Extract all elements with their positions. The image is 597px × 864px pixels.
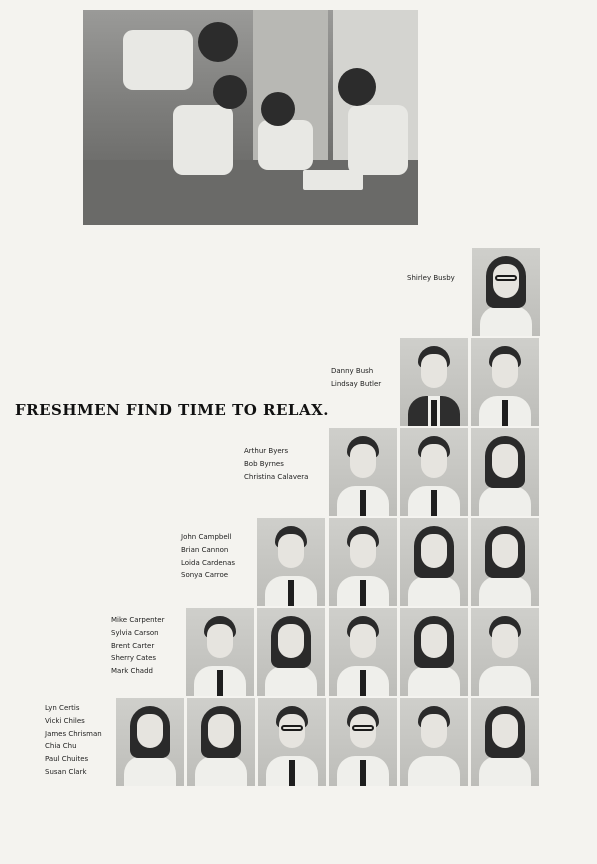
student-portrait bbox=[400, 518, 468, 606]
student-portrait bbox=[400, 608, 468, 696]
student-portrait bbox=[400, 698, 468, 786]
student-name: Lindsay Butler bbox=[331, 379, 382, 388]
student-name: Sylvia Carson bbox=[111, 628, 159, 637]
photo-head bbox=[338, 68, 376, 106]
name-list bbox=[181, 531, 235, 582]
student-name: Brent Carter bbox=[111, 641, 155, 650]
student-name: John Campbell bbox=[181, 533, 232, 541]
student-portrait bbox=[471, 698, 539, 786]
student-portrait bbox=[329, 698, 397, 786]
student-portrait bbox=[116, 698, 184, 786]
student-portrait bbox=[329, 428, 397, 516]
candid-photo bbox=[83, 10, 418, 225]
student-name: Loida Cardenas bbox=[181, 558, 236, 567]
student-name: Arthur Byers bbox=[244, 447, 289, 455]
student-portrait bbox=[400, 428, 468, 516]
student-portrait bbox=[186, 608, 254, 696]
student-name: Mike Carpenter bbox=[111, 616, 165, 624]
photo-book bbox=[303, 170, 363, 190]
photo-head bbox=[213, 75, 247, 109]
student-portrait bbox=[471, 428, 539, 516]
student-name: James Chrisman bbox=[45, 729, 102, 738]
name-list bbox=[331, 365, 381, 391]
student-name: Bob Byrnes bbox=[244, 459, 284, 468]
student-name: Vicki Chiles bbox=[45, 716, 85, 725]
student-name: Chia Chu bbox=[45, 742, 77, 751]
student-name: Susan Clark bbox=[45, 767, 87, 776]
student-portrait bbox=[258, 698, 326, 786]
photo-head bbox=[198, 22, 238, 62]
student-portrait bbox=[400, 338, 468, 426]
student-portrait bbox=[257, 608, 325, 696]
name-list bbox=[244, 445, 308, 483]
student-name: Shirley Busby bbox=[407, 274, 455, 282]
student-portrait bbox=[187, 698, 255, 786]
name-list bbox=[45, 702, 102, 779]
student-name: Mark Chadd bbox=[111, 667, 153, 676]
photo-student-seated bbox=[348, 105, 408, 175]
headline: FRESHMEN FIND TIME TO RELAX. bbox=[15, 401, 329, 419]
student-portrait bbox=[471, 608, 539, 696]
student-name: Danny Bush bbox=[331, 367, 374, 375]
student-portrait bbox=[329, 518, 397, 606]
student-name: Paul Chuites bbox=[45, 755, 89, 764]
student-portrait bbox=[329, 608, 397, 696]
student-portrait bbox=[471, 338, 539, 426]
student-portrait bbox=[472, 248, 540, 336]
student-portrait bbox=[471, 518, 539, 606]
student-name: Sonya Carroe bbox=[181, 571, 229, 580]
student-name: Sherry Cates bbox=[111, 654, 157, 663]
photo-student-standing bbox=[123, 30, 193, 90]
student-name: Lyn Certis bbox=[45, 704, 80, 712]
photo-head bbox=[261, 92, 295, 126]
student-name: Christina Calavera bbox=[244, 472, 309, 481]
student-name: Brian Cannon bbox=[181, 545, 229, 554]
name-list bbox=[111, 614, 165, 678]
name-list bbox=[407, 272, 455, 285]
student-portrait bbox=[257, 518, 325, 606]
photo-student-seated bbox=[258, 120, 313, 170]
photo-student-seated bbox=[173, 105, 233, 175]
